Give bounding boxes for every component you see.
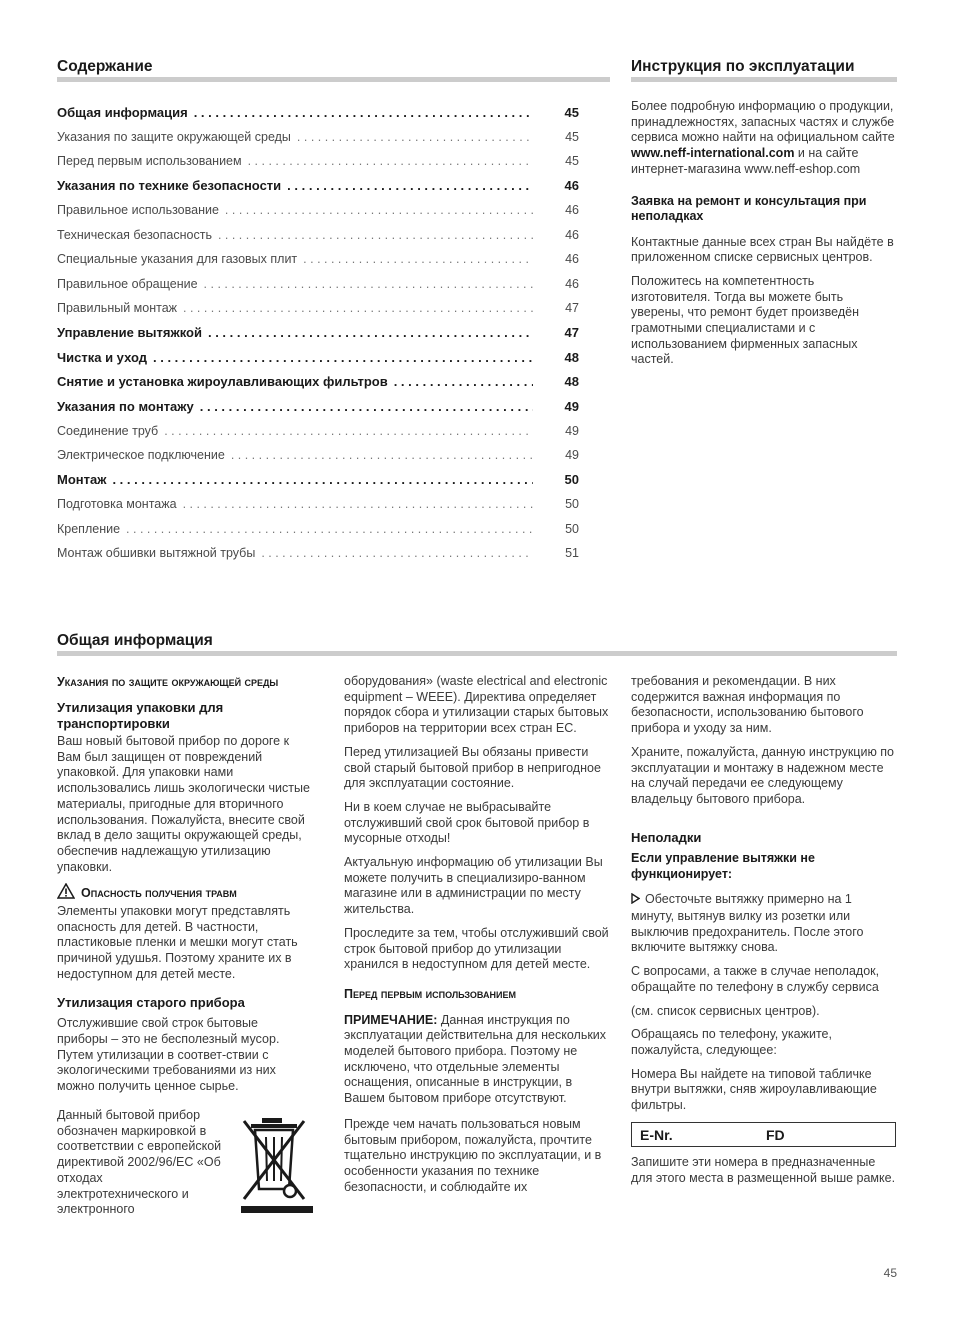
toc-entry[interactable] [57, 223, 579, 248]
neff-website-link[interactable]: www.neff-international.com [631, 146, 795, 161]
toc-entry[interactable] [57, 296, 579, 321]
weee-directive-text: оборудования» (waste electrical and electronic equipment – WEEE). Директива определяет порядок сбора и утилизации старых бытовых приборов на территории всех стран ЕС. [344, 674, 609, 736]
read-instructions-text: Прежде чем начать пользоваться новым бытовым прибором, пожалуйста, прочтите тщательно инструкцию по эксплуатации, и в особенности указания по технике безопасности, и соблюдайте их [344, 1116, 602, 1194]
packaging-heading: Утилизация упаковки для транспортировки [57, 700, 224, 731]
faults-subheading: Если управление вытяжки не функционирует: [631, 851, 815, 881]
toc-entry-page: 50 [565, 521, 579, 536]
toc-leader-dots [153, 350, 533, 365]
recycling-info-text: Актуальную информацию об утилизации Вы можете получить в специализиро-ванном магазине или в администрации по месту жительства. [344, 855, 603, 917]
toc-leader-dots [303, 252, 533, 266]
toc-leader-dots [248, 154, 533, 168]
instructions-heading-rule [631, 77, 897, 82]
toc-entry-page: 47 [564, 325, 579, 341]
toc-entry-page: 45 [565, 154, 579, 169]
toc-entry[interactable] [57, 370, 579, 395]
note-text: Данная инструкция по эксплуатации действительна для нескольких моделей бытового прибора. Поэтому не исключено, что отдельные элементы оснащения, описанные в инструкции, в Вашем бытовом приборе отсутствуют. [344, 1012, 607, 1106]
toc-leader-dots [126, 522, 533, 536]
faults-step-text: Обесточьте вытяжку примерно на 1 минуту, вытянув вилку из розетки или выключив предохранитель. После этого включите вытяжку снова. [631, 892, 864, 955]
toc-entry[interactable] [57, 149, 579, 174]
instructions-intro [631, 99, 897, 178]
keep-manual-text: Храните, пожалуйста, данную инструкцию по эксплуатации и монтажу в надежном месте на случай передачи ее следующему владельцу бытового прибора. [631, 744, 895, 806]
intro-text-a: Более подробную информацию о продукции, принадлежностях, запасных частях и службе сервиса можно найти на официальном сайте [631, 99, 895, 145]
toc-entry-page: 45 [565, 129, 579, 144]
toc-entry-page: 47 [565, 301, 579, 316]
fd-label: FD [766, 1127, 785, 1143]
toc-entry-title: Перед первым использованием [57, 154, 242, 169]
old-appliance-heading: Утилизация старого прибора [57, 994, 245, 1010]
enr-fd-box [631, 1122, 896, 1147]
intro-text-b: и на сайте интернет-магазина www.neff-eshop.com [631, 146, 861, 176]
toc-entry-title: Техническая безопасность [57, 227, 212, 242]
toc-entry-title: Снятие и установка жироулавливающих фильтров [57, 374, 388, 390]
toc-entry-title: Указания по технике безопасности [57, 178, 282, 194]
note-paragraph [344, 1013, 610, 1107]
toc-entry-page: 49 [565, 423, 579, 438]
faults-heading: Неполадки [631, 829, 702, 845]
toc-entry-page: 46 [565, 203, 579, 218]
toc-entry-title: Управление вытяжкой [57, 325, 202, 341]
toc-leader-dots [194, 105, 533, 120]
toc-entry-page: 48 [564, 349, 579, 365]
toc-entry-page: 45 [564, 104, 579, 120]
toc-entry-title: Правильное обращение [57, 276, 198, 291]
repair-heading: Заявка на ремонт и консультация при неполадках [631, 193, 867, 224]
toc-leader-dots [287, 178, 533, 193]
toc-entry-title: Монтаж обшивки вытяжной трубы [57, 546, 256, 561]
toc-entry-title: Общая информация [57, 104, 188, 120]
toc-leader-dots [204, 277, 533, 291]
general-column-1 [57, 674, 312, 1103]
toc-entry-title: Специальные указания для газовых плит [57, 252, 298, 267]
toc-entry[interactable] [57, 541, 579, 566]
general-column-2 [344, 674, 610, 1203]
general-column-3 [631, 674, 897, 1122]
weee-marking-text: Данный бытовой прибор обозначен маркировкой в соответствии с европейской директивой 2002/96/ЕС «Об отходах электротехнического и электронного [57, 1108, 222, 1217]
toc-entry[interactable] [57, 419, 579, 444]
toc-entry[interactable] [57, 394, 579, 419]
toc-entry[interactable] [57, 272, 579, 297]
toc-entry-title: Электрическое подключение [57, 448, 225, 463]
requirements-text: требования и рекомендации. В них содержится важная информация по безопасности, использованию бытового прибора и уходу за ним. [631, 674, 864, 736]
step-arrow-icon [631, 893, 640, 909]
toc-entry[interactable] [57, 247, 579, 272]
faults-step [631, 892, 897, 956]
env-heading: Указания по защите окружающей среды [57, 675, 279, 689]
instructions-heading: Инструкция по эксплуатации [631, 58, 855, 75]
toc-leader-dots [261, 546, 533, 560]
danger-text: Элементы упаковки могут представлять опасность для детей. В частности, пластиковые пленки и мешки могут стать причиной удушья. Поэтому храните их в недоступном для детей месте. [57, 904, 298, 981]
toc-leader-dots [208, 325, 533, 340]
toc-leader-dots [183, 497, 533, 511]
toc-entry-page: 46 [564, 178, 579, 194]
crossed-bin-icon [238, 1115, 318, 1220]
toc-entry-page: 46 [565, 252, 579, 267]
instructions-column [631, 99, 897, 376]
toc-entry-title: Правильное использование [57, 203, 219, 218]
toc-entry-page: 48 [564, 374, 579, 390]
faults-nameplate-text: Номера Вы найдете на типовой табличке внутри вытяжки, сняв жироулавливающие фильтры. [631, 1066, 877, 1113]
toc-entry-title: Указания по монтажу [57, 398, 194, 414]
toc-entry[interactable] [57, 468, 579, 493]
packaging-text: Ваш новый бытовой прибор по дороге к Вам был защищен от повреждений упаковкой. Для упаковки нами использовались лишь экологически чистые материалы, пригодные для вторичного использования. Пожалуйста, внесите свой вклад в дело защиты окружающей среды, обеспечив надлежащую утилизацию упаковки. [57, 734, 310, 874]
toc-entry-title: Крепление [57, 521, 121, 536]
toc-entry-page: 49 [565, 448, 579, 463]
toc-leader-dots [183, 301, 533, 315]
faults-phone-text: Обращаясь по телефону, укажите, пожалуйста, следующее: [631, 1027, 832, 1057]
toc-entry-page: 49 [564, 398, 579, 414]
toc-entry[interactable] [57, 198, 579, 223]
toc-leader-dots [225, 203, 533, 217]
toc-entry-page: 50 [564, 472, 579, 488]
toc-entry[interactable] [57, 492, 579, 517]
toc-leader-dots [297, 130, 533, 144]
toc-list [57, 100, 579, 566]
toc-leader-dots [394, 374, 533, 389]
toc-entry-title: Указания по защите окружающей среды [57, 129, 291, 144]
toc-entry[interactable] [57, 443, 579, 468]
toc-entry-page: 46 [565, 276, 579, 291]
toc-entry-title: Монтаж [57, 472, 107, 488]
toc-entry-title: Правильный монтаж [57, 301, 178, 316]
toc-leader-dots [231, 448, 533, 462]
faults-service-text: С вопросами, а также в случае неполадок, обращайте по телефону в службу сервиса [631, 964, 880, 994]
toc-entry-title: Подготовка монтажа [57, 497, 177, 512]
general-heading: Общая информация [57, 632, 213, 649]
toc-leader-dots [218, 228, 533, 242]
toc-heading: Содержание [57, 58, 153, 75]
child-safety-text: Проследите за тем, чтобы отслуживший свой строк бытовой прибор до утилизации хранился в недоступном для детей месте. [344, 925, 609, 972]
faults-service-list-text: (см. список сервисных центров). [631, 1003, 820, 1018]
first-use-heading: Перед первым использованием [344, 986, 516, 1001]
repair-paragraph-1: Контактные данные всех стран Вы найдёте в приложенном списке сервисных центров. [631, 234, 894, 265]
warning-triangle-icon [57, 883, 75, 904]
toc-entry-page: 51 [565, 546, 579, 561]
toc-entry-page: 46 [565, 227, 579, 242]
general-heading-rule [57, 651, 897, 656]
enr-label: E-Nr. [640, 1127, 673, 1143]
toc-leader-dots [112, 472, 533, 487]
toc-entry[interactable] [57, 345, 579, 370]
toc-entry-title: Чистка и уход [57, 349, 147, 365]
note-label: ПРИМЕЧАНИЕ: [344, 1012, 438, 1027]
no-trash-text: Ни в коем случае не выбрасывайте отслуживший свой срок бытовой прибор в мусорные отходы! [344, 799, 590, 846]
toc-entry[interactable] [57, 100, 579, 125]
toc-entry[interactable] [57, 517, 579, 542]
repair-paragraph-2: Положитесь на компетентность изготовителя. Тогда вы можете быть уверены, что ремонт будет произведён грамотными специалистами и с использованием фирменных запасных частей. [631, 273, 859, 367]
old-appliance-text-1: Отслужившие свой строк бытовые приборы – это не бесполезный мусор. Путем утилизации в соответ-ствии с экологическими требованиями из них можно получить ценное сырье. [57, 1016, 280, 1094]
toc-leader-dots [200, 399, 533, 414]
page-number: 45 [883, 1266, 897, 1280]
danger-label: Опасность получения травм [81, 885, 237, 900]
toc-entry-page: 50 [565, 497, 579, 512]
toc-entry[interactable] [57, 321, 579, 346]
toc-leader-dots [164, 424, 533, 438]
danger-row [57, 883, 312, 904]
disable-appliance-text: Перед утилизацией Вы обязаны привести свой старый бытовой прибор в непригодное для эксплуатации состояние. [344, 744, 601, 791]
toc-entry[interactable] [57, 174, 579, 199]
record-numbers-text: Запишите эти номера в предназначенные для этого места в размещенной выше рамке. [631, 1155, 896, 1185]
toc-entry[interactable] [57, 125, 579, 150]
toc-heading-rule [57, 77, 610, 82]
toc-entry-title: Соединение труб [57, 423, 159, 438]
